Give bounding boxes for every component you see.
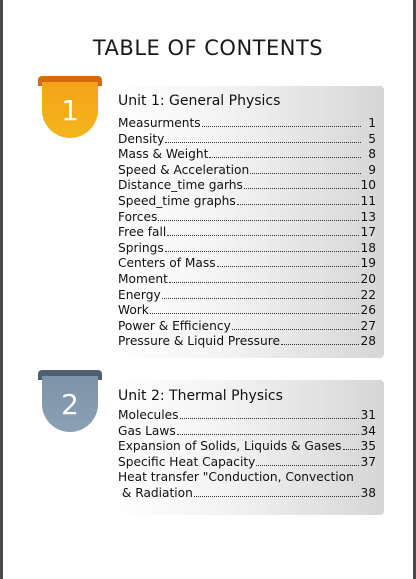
toc-entry-label: Gas Laws bbox=[118, 423, 176, 438]
toc-entry[interactable] bbox=[118, 334, 376, 350]
toc-entry-page: 18 bbox=[360, 240, 376, 255]
toc-entry[interactable] bbox=[118, 147, 376, 163]
toc-entry-label: Work bbox=[118, 303, 149, 318]
dot-leader bbox=[180, 408, 360, 419]
dot-leader bbox=[281, 334, 360, 345]
toc-entry[interactable] bbox=[118, 319, 376, 335]
unit-1-number: 1 bbox=[42, 82, 98, 138]
toc-entry-page: 1 bbox=[368, 116, 376, 130]
dot-leader bbox=[202, 116, 361, 127]
toc-entry-label: Forces bbox=[118, 209, 158, 224]
toc-entry-label: Speed_time graphs bbox=[118, 193, 236, 208]
dot-leader bbox=[177, 424, 360, 435]
dot-leader bbox=[209, 147, 361, 158]
unit-2-badge bbox=[38, 370, 102, 432]
unit-2-number: 2 bbox=[42, 376, 98, 432]
toc-entry-page: 37 bbox=[360, 454, 376, 469]
toc-entry-page: 19 bbox=[360, 256, 376, 271]
toc-entry[interactable] bbox=[118, 132, 376, 148]
toc-entry[interactable] bbox=[118, 178, 376, 194]
unit-2-header: Unit 2: Thermal Physics bbox=[118, 388, 283, 404]
dot-leader bbox=[158, 210, 359, 221]
dot-leader bbox=[237, 194, 360, 205]
unit-2-toc-list bbox=[118, 408, 376, 502]
toc-entry-label: Expansion of Solids, Liquids & Gases bbox=[118, 439, 342, 454]
toc-entry[interactable] bbox=[118, 163, 376, 179]
toc-entry-page: 22 bbox=[360, 287, 376, 302]
toc-entry-page: 31 bbox=[360, 408, 376, 422]
dot-leader bbox=[162, 288, 360, 299]
toc-entry-label: Mass & Weight bbox=[118, 147, 209, 162]
dot-leader bbox=[194, 486, 360, 497]
toc-entry-label: Energy bbox=[118, 287, 161, 302]
toc-entry-page: 5 bbox=[368, 131, 376, 146]
toc-entry[interactable] bbox=[118, 424, 376, 440]
toc-entry-page: 26 bbox=[360, 303, 376, 318]
toc-entry-label: Pressure & Liquid Pressure bbox=[118, 334, 280, 349]
toc-entry-page: 35 bbox=[360, 439, 376, 454]
unit-1-header: Unit 1: General Physics bbox=[118, 93, 281, 109]
toc-entry[interactable] bbox=[118, 288, 376, 304]
toc-entry-page: 8 bbox=[368, 147, 376, 162]
toc-entry-line2 bbox=[118, 486, 376, 502]
toc-entry[interactable] bbox=[118, 303, 376, 319]
toc-entry[interactable] bbox=[118, 470, 376, 501]
toc-entry[interactable] bbox=[118, 439, 376, 455]
toc-entry-label: Springs bbox=[118, 240, 164, 255]
unit-1-badge bbox=[38, 76, 102, 138]
dot-leader bbox=[167, 225, 359, 236]
dot-leader bbox=[169, 272, 360, 283]
toc-entry-page: 9 bbox=[368, 162, 376, 177]
toc-entry-label: Measurments bbox=[118, 116, 201, 130]
toc-entry-label: Distance_time garhs bbox=[118, 178, 243, 193]
toc-entry-page: 38 bbox=[360, 485, 376, 500]
toc-entry-page: 17 bbox=[360, 225, 376, 240]
dot-leader bbox=[232, 319, 360, 330]
toc-entry-label-cont: & Radiation bbox=[118, 485, 193, 500]
dot-leader bbox=[244, 178, 360, 189]
toc-entry-label: Moment bbox=[118, 271, 168, 286]
toc-entry-page: 13 bbox=[360, 209, 376, 224]
toc-entry-page: 20 bbox=[360, 271, 376, 286]
toc-entry[interactable] bbox=[118, 194, 376, 210]
dot-leader bbox=[256, 455, 359, 466]
toc-entry[interactable] bbox=[118, 225, 376, 241]
dot-leader bbox=[250, 163, 361, 174]
toc-entry-label: Speed & Acceleration bbox=[118, 162, 250, 177]
toc-entry-page: 27 bbox=[360, 318, 376, 333]
toc-entry-page: 34 bbox=[360, 423, 376, 438]
toc-entry[interactable] bbox=[118, 455, 376, 471]
toc-entry-label: Specific Heat Capacity bbox=[118, 454, 256, 469]
toc-entry[interactable] bbox=[118, 256, 376, 272]
toc-entry[interactable] bbox=[118, 408, 376, 424]
dot-leader bbox=[165, 132, 361, 143]
toc-entry[interactable] bbox=[118, 210, 376, 226]
toc-entry[interactable] bbox=[118, 116, 376, 132]
toc-entry[interactable] bbox=[118, 241, 376, 257]
dot-leader bbox=[217, 256, 360, 267]
toc-entry-page: 10 bbox=[360, 178, 376, 193]
toc-entry-label: Centers of Mass bbox=[118, 256, 216, 271]
dot-leader bbox=[165, 241, 360, 252]
dot-leader bbox=[343, 439, 360, 450]
toc-entry[interactable] bbox=[118, 272, 376, 288]
unit-1-toc-list bbox=[118, 116, 376, 350]
dot-leader bbox=[150, 303, 360, 314]
toc-entry-label: Density bbox=[118, 131, 165, 146]
page-edge-left bbox=[0, 0, 3, 579]
toc-entry-label: Power & Efficiency bbox=[118, 318, 231, 333]
toc-entry-label: Molecules bbox=[118, 408, 179, 422]
toc-entry-label: Free fall bbox=[118, 225, 167, 240]
toc-entry-label: Heat transfer "Conduction, Convection bbox=[118, 470, 354, 485]
toc-entry-page: 11 bbox=[360, 193, 376, 208]
toc-entry-page: 28 bbox=[360, 334, 376, 349]
page-title: TABLE OF CONTENTS bbox=[92, 36, 324, 60]
